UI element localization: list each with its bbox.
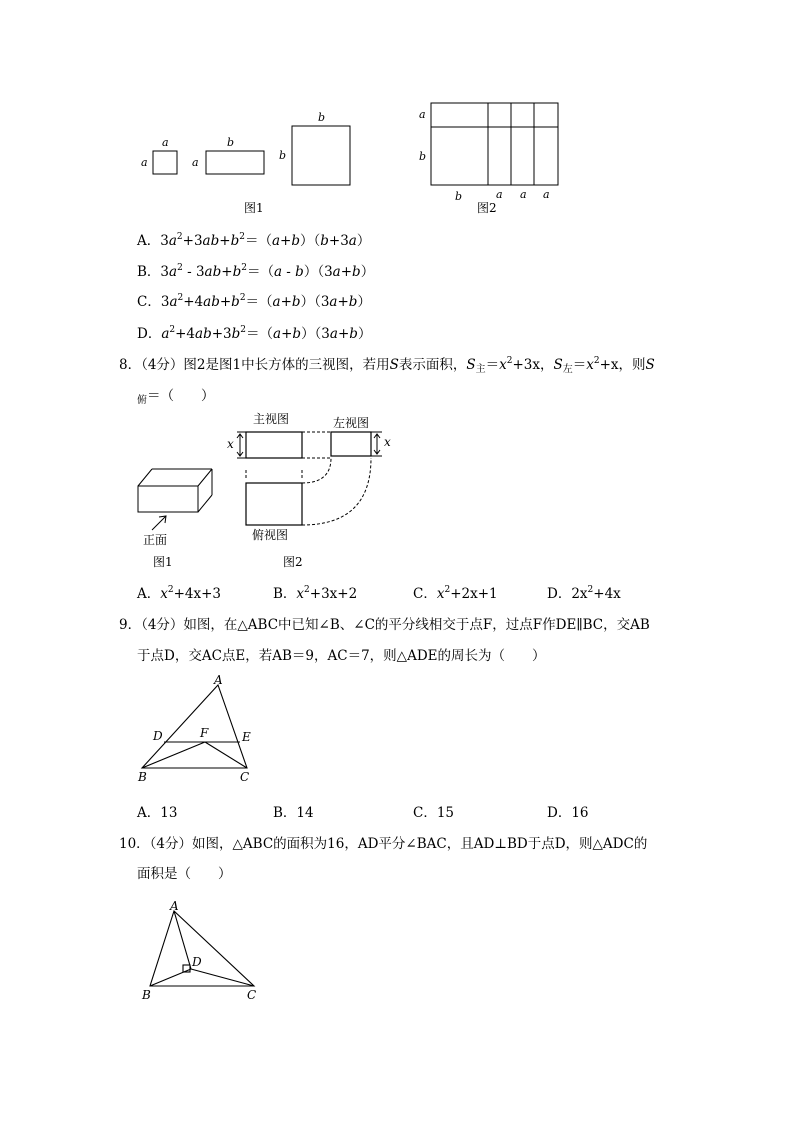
q7-option-b[interactable]: B．$3a^2 - 3ab+b^2=(a - b)(3a+b)$ — [137, 263, 375, 280]
figure-caption: 图1 — [153, 555, 173, 569]
figure-caption: 图1 — [244, 201, 264, 215]
q8-stem-line-2: $_俯$＝（ ） — [137, 388, 215, 406]
q8-option-c[interactable]: C．$x^2+2x+1$ — [413, 585, 498, 602]
top-view-label: 俯视图 — [252, 528, 289, 542]
q8-stem-line-1: 8．（4分）图2是图1中长方体的三视图，若用S表示面积，$S_主=x^2+3x$，$S_左=x^2+x$，则S — [119, 356, 655, 375]
label-b: b — [455, 190, 463, 203]
label-b: b — [318, 111, 326, 124]
label-b: b — [279, 149, 287, 162]
point-label: B — [142, 988, 151, 1002]
triangle-abc — [150, 911, 254, 986]
q8-option-d[interactable]: D．$2x^2+4x$ — [547, 585, 621, 602]
q8-option-a[interactable]: A．$x^2+4x+3$ — [137, 585, 222, 602]
q9-option-c[interactable]: C．15 — [413, 805, 455, 821]
q9-stem-line-2: 于点D，交AC点E，若AB＝9，AC＝7，则△ADE的周长为（ ） — [137, 648, 546, 664]
front-face-label: 正面 — [143, 533, 168, 547]
left-view-label: 左视图 — [333, 416, 370, 430]
figure-caption: 图2 — [477, 201, 497, 215]
label-x: x — [227, 437, 234, 451]
point-label: F — [200, 726, 209, 740]
q7-option-a[interactable]: A．$3a^2+3ab+b^2=(a+b)(b+3a)$ — [137, 232, 371, 249]
label-b: b — [227, 136, 235, 149]
label-a: a — [419, 108, 426, 121]
point-label: C — [247, 988, 257, 1002]
point-label: D — [192, 955, 202, 969]
q7-option-c[interactable]: C．$3a^2+4ab+b^2=(a+b)(3a+b)$ — [137, 293, 371, 310]
q9-option-d[interactable]: D．16 — [547, 805, 589, 821]
label-x: x — [384, 435, 391, 449]
q10-stem-line-1: 10．（4分）如图，△ABC的面积为16，AD平分∠BAC，且AD⊥BD于点D，则△ADC的 — [119, 836, 648, 852]
label-a: a — [162, 136, 169, 149]
q9-stem-line-1: 9．（4分）如图，在△ABC中已知∠B、∠C的平分线相交于点F，过点F作DE∥BC，交AB — [119, 617, 650, 633]
label-a: a — [543, 188, 550, 201]
q7-option-d[interactable]: D．$a^2+4ab+3b^2=(a+b)(3a+b)$ — [137, 325, 372, 342]
q9-option-a[interactable]: A．13 — [137, 805, 178, 821]
front-view-label: 主视图 — [253, 412, 290, 426]
point-label: D — [153, 729, 163, 743]
label-b: b — [419, 150, 427, 163]
point-label: C — [240, 770, 250, 784]
point-label: A — [170, 899, 179, 913]
label-a: a — [141, 156, 148, 169]
figure-caption: 图2 — [283, 555, 303, 569]
label-a: a — [192, 156, 199, 169]
point-label: E — [242, 730, 251, 744]
q9-option-b[interactable]: B．14 — [273, 805, 314, 821]
point-label: A — [214, 673, 223, 687]
label-a: a — [496, 188, 503, 201]
label-a: a — [520, 188, 527, 201]
point-label: B — [138, 770, 147, 784]
q10-stem-line-2: 面积是（ ） — [137, 866, 232, 882]
q8-option-b[interactable]: B．$x^2+3x+2$ — [273, 585, 358, 602]
